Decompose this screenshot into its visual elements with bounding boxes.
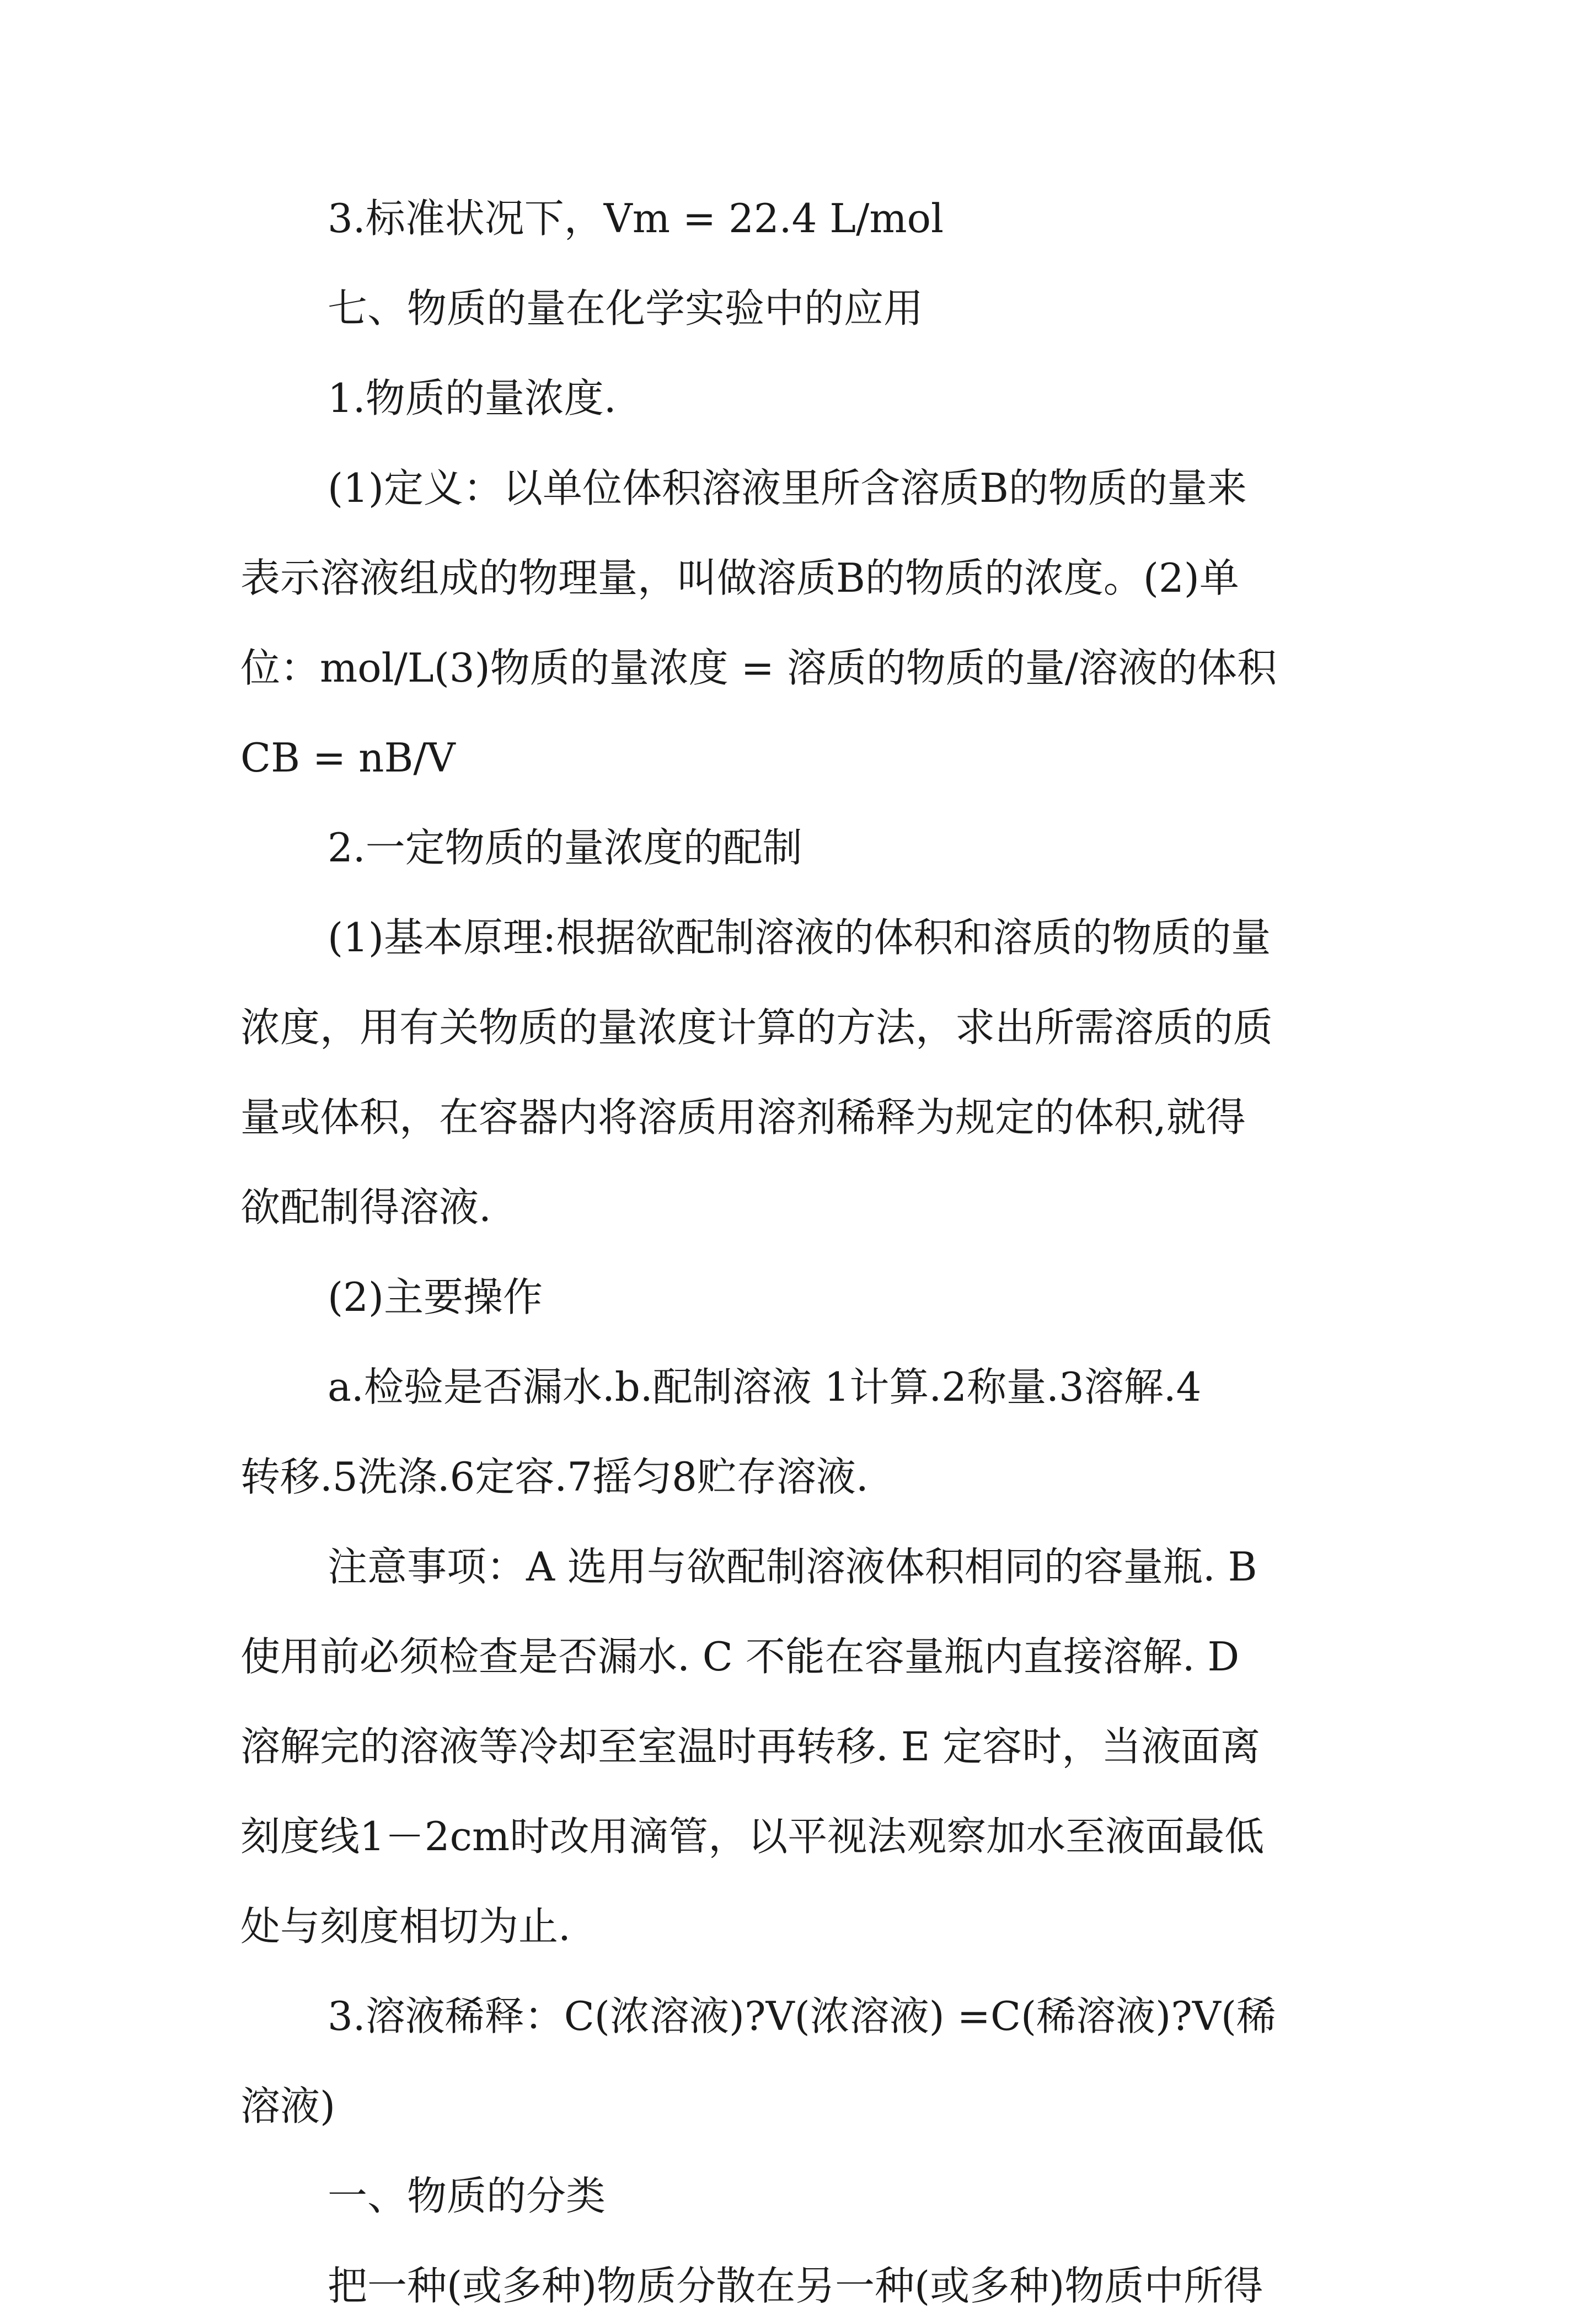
text-line: 欲配制得溶液. — [240, 1184, 491, 1230]
formula-line: CB = nB/V — [240, 735, 456, 781]
text-line: 溶液) — [240, 2083, 336, 2129]
text-line: 表示溶液组成的物理量，叫做溶质B的物质的浓度。(2)单 — [240, 555, 1239, 601]
text-line: 3.标准状况下，Vm = 22.4 L/mol — [328, 195, 944, 242]
text-line: (1)定义：以单位体积溶液里所含溶质B的物质的量来 — [328, 465, 1247, 511]
document-body — [240, 196, 1360, 2308]
section-heading: 一、物质的分类 — [328, 2173, 606, 2219]
text-line: (2)主要操作 — [328, 1274, 543, 1320]
subsection-heading: 2.一定物质的量浓度的配制 — [328, 824, 802, 871]
text-line: 刻度线1－2cm时改用滴管，以平视法观察加水至液面最低 — [240, 1813, 1265, 1860]
text-line: (1)基本原理:根据欲配制溶液的体积和溶质的物质的量 — [328, 914, 1271, 961]
text-line: 注意事项：A 选用与欲配制溶液体积相同的容量瓶. B — [328, 1544, 1257, 1590]
text-line: 处与刻度相切为止. — [240, 1903, 571, 1949]
subsection-heading: 1.物质的量浓度. — [328, 375, 617, 421]
text-line: 把一种(或多种)物质分散在另一种(或多种)物质中所得 — [328, 2263, 1263, 2309]
text-line: 位：mol/L(3)物质的量浓度 = 溶质的物质的量/溶液的体积 — [240, 645, 1277, 691]
text-line: 使用前必须检查是否漏水. C 不能在容量瓶内直接溶解. D — [240, 1633, 1240, 1680]
text-line: 量或体积，在容器内将溶质用溶剂稀释为规定的体积,就得 — [240, 1094, 1246, 1140]
text-line: 浓度，用有关物质的量浓度计算的方法，求出所需溶质的质 — [240, 1004, 1273, 1051]
text-line: 转移.5洗涤.6定容.7摇匀8贮存溶液. — [240, 1454, 869, 1500]
text-line: a.检验是否漏水.b.配制溶液 1计算.2称量.3溶解.4 — [328, 1364, 1202, 1410]
section-heading: 七、物质的量在化学实验中的应用 — [328, 285, 924, 331]
text-line: 溶解完的溶液等冷却至室温时再转移. E 定容时，当液面离 — [240, 1723, 1261, 1770]
formula-line: 3.溶液稀释：C(浓溶液)?V(浓溶液) =C(稀溶液)?V(稀 — [328, 1993, 1276, 2039]
